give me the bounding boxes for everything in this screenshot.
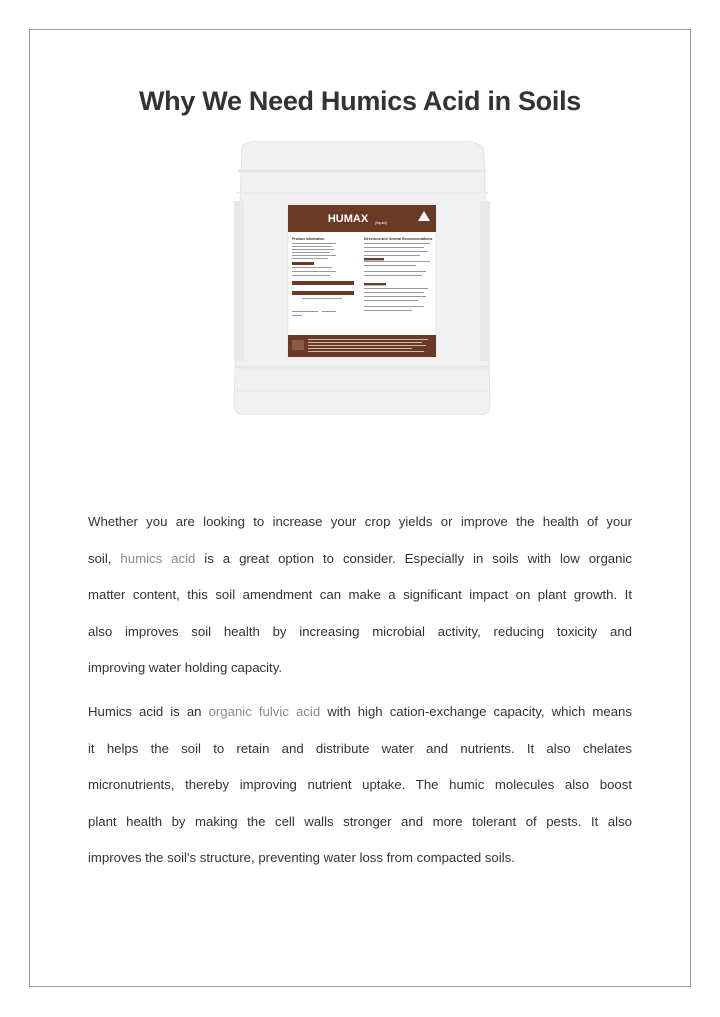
paragraph-2-line-4: plant health by making the cell walls stronger and more tolerant of pests. It also — [88, 813, 632, 829]
paragraph-2-line-1-before: Humics acid is an — [88, 704, 209, 719]
label-brand-sub: (liquid) — [375, 220, 388, 225]
organic-fulvic-acid-link[interactable]: organic fulvic acid — [208, 704, 321, 719]
paragraph-1-line-2 — [88, 551, 632, 588]
label-brand: HUMAX — [327, 213, 369, 225]
paragraph-2-line-1-after: with high cation-exchange capacity, which means — [320, 704, 632, 719]
paragraph-1-line-5: improving water holding capacity. — [88, 660, 282, 675]
label-right-heading: Directions and General Recommendations — [364, 237, 433, 241]
humax-jug-image — [232, 141, 492, 415]
product-label — [288, 205, 436, 357]
paragraph-1-line-4: also improves soil health by increasing microbial activity, reducing toxicity and — [88, 623, 632, 639]
paragraph-2-line-1 — [88, 704, 632, 741]
paragraph-1-line-1: Whether you are looking to increase your crop yields or improve the health of your — [88, 514, 632, 529]
paragraph-2-line-2: it helps the soil to retain and distribute water and nutrients. It also chelates — [88, 740, 632, 756]
paragraph-2 — [88, 704, 632, 887]
label-left-heading: Product Information — [292, 237, 325, 241]
paragraph-1-line-2-before: soil, — [88, 550, 121, 566]
paragraph-1 — [88, 514, 632, 697]
page-title: Why We Need Humics Acid in Soils — [139, 86, 581, 116]
paragraph-1-line-2-after: is a great option to consider. Especially in soils with low organic — [195, 550, 632, 566]
paragraph-2-line-3: micronutrients, thereby improving nutrient uptake. The humic molecules also boost — [88, 777, 632, 792]
humics-acid-link[interactable]: humics acid — [120, 550, 196, 566]
paragraph-1-line-3: matter content, this soil amendment can make a significant impact on plant growth. It — [88, 587, 632, 602]
paragraph-2-line-5: improves the soil's structure, preventing water loss from compacted soils. — [88, 850, 515, 865]
